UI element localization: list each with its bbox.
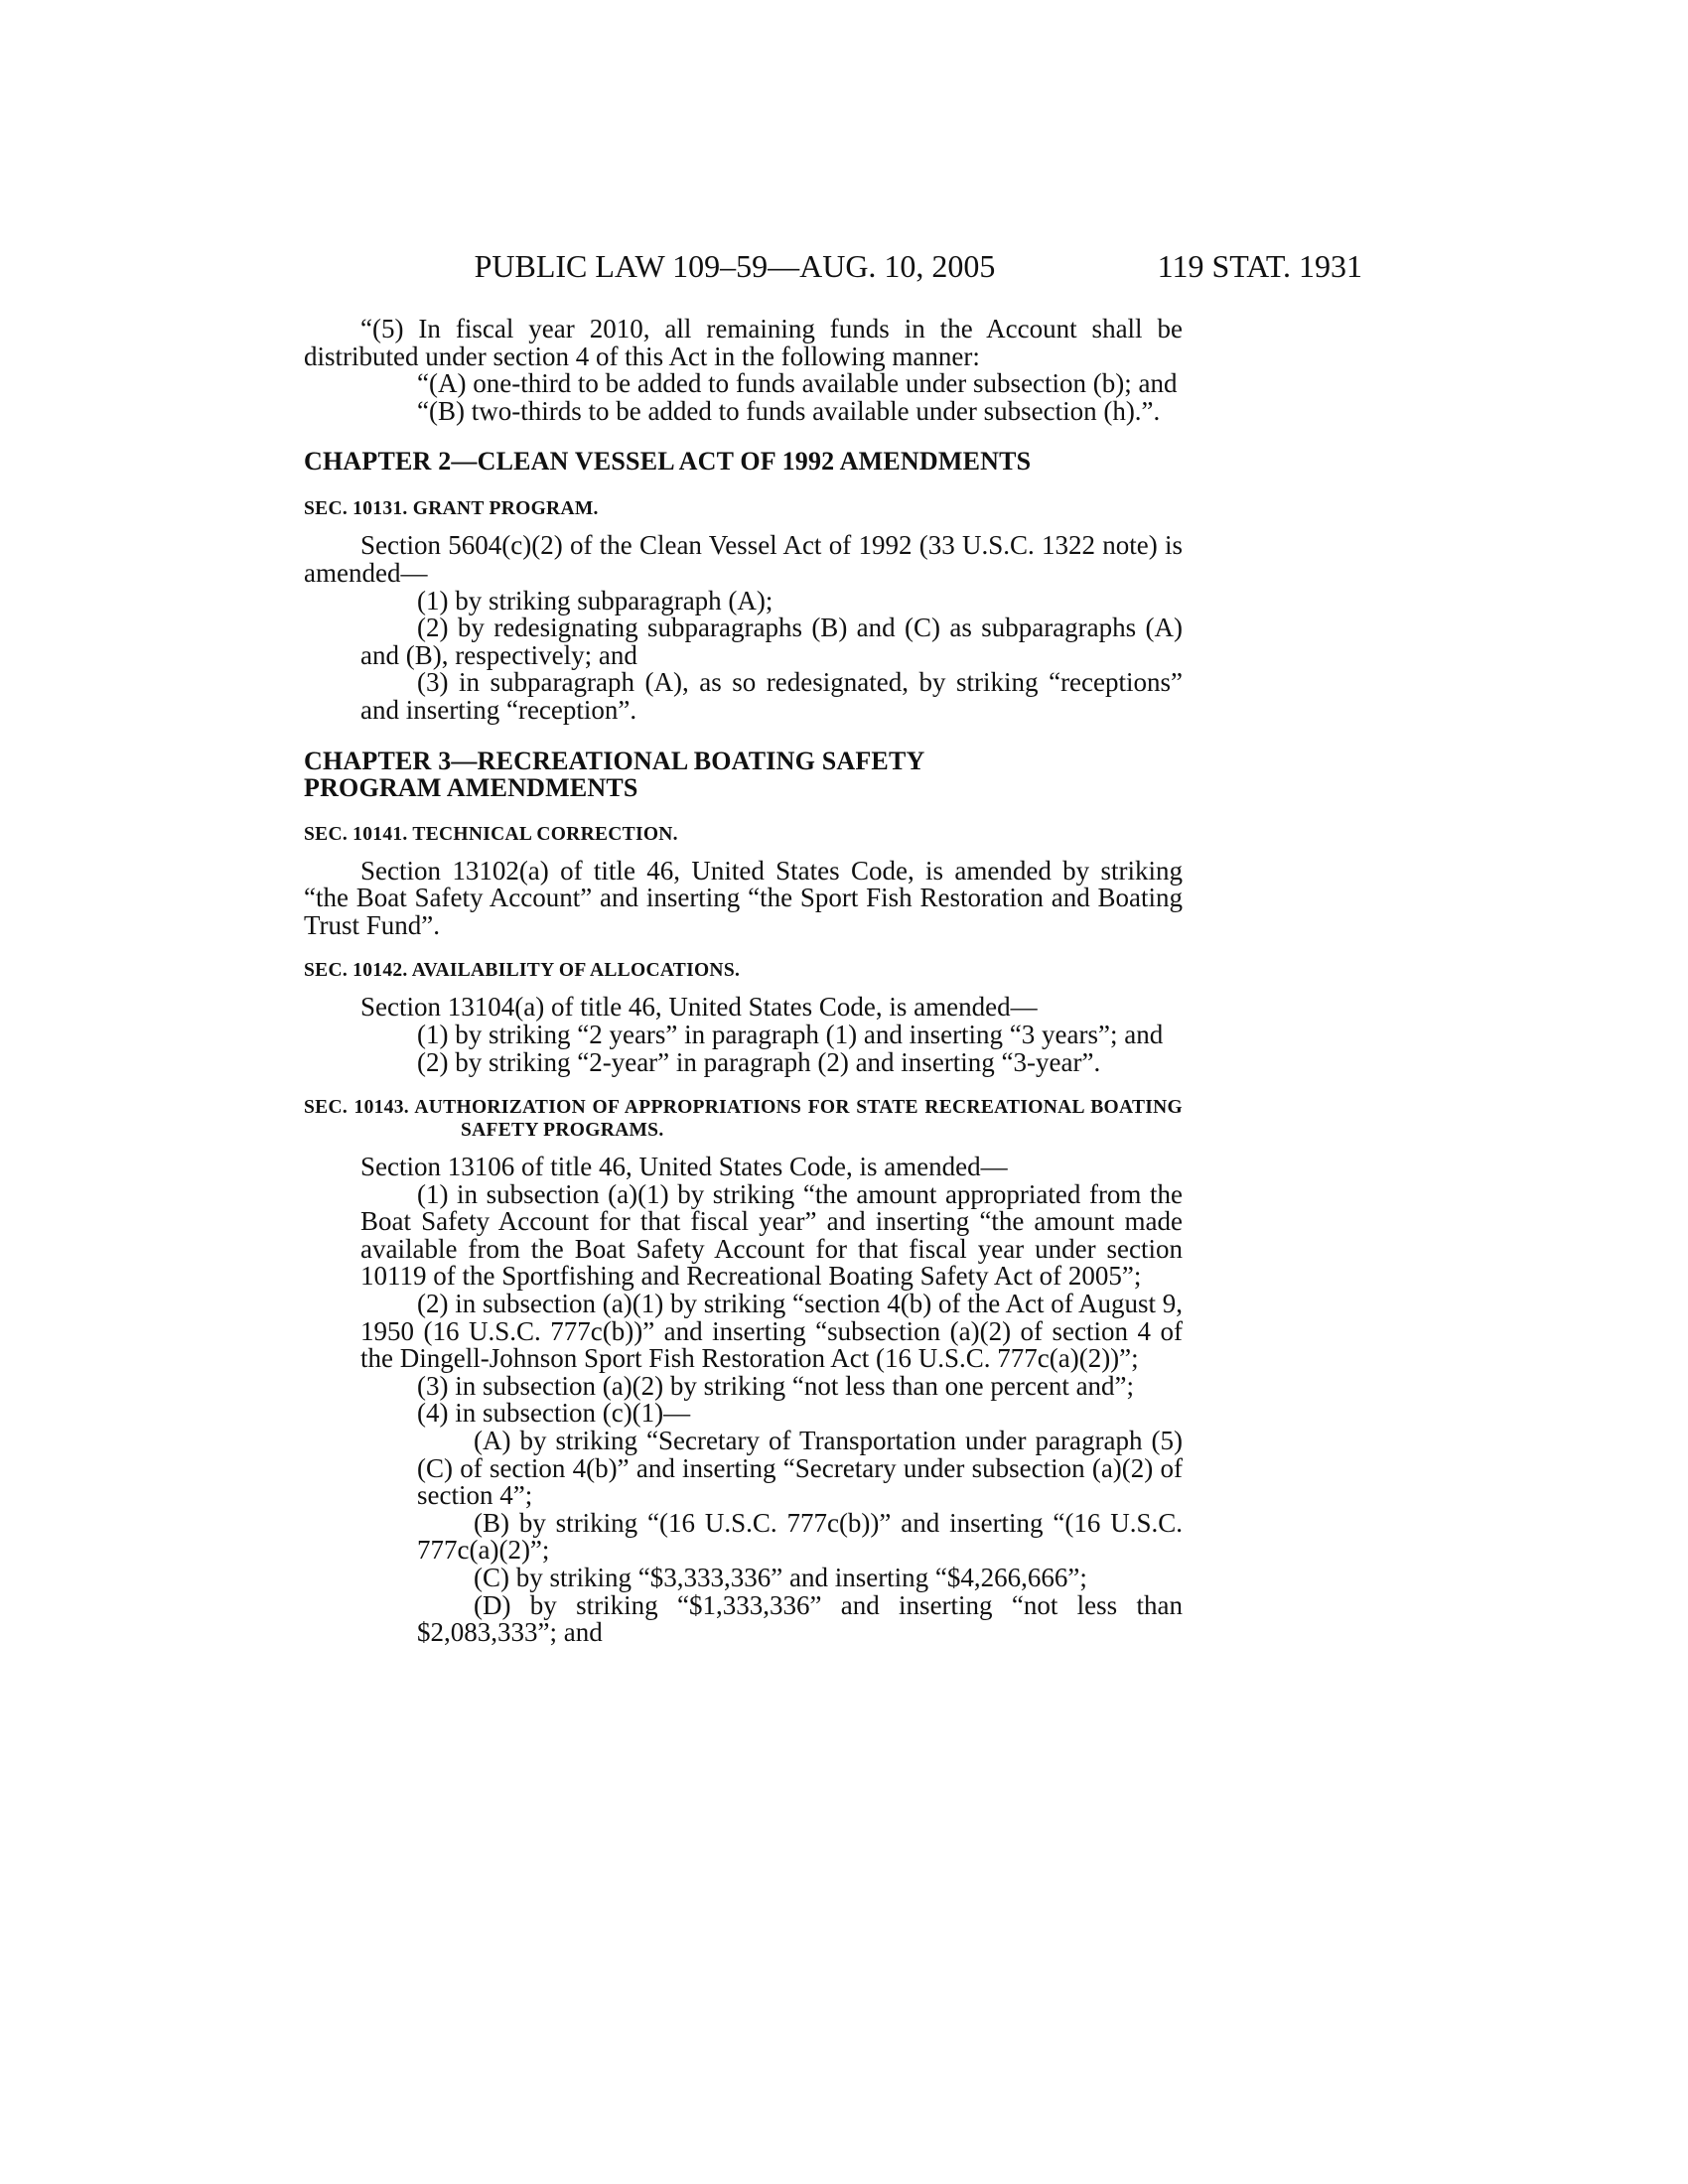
chapter-2-heading: CHAPTER 2—CLEAN VESSEL ACT OF 1992 AMENDMENTS	[304, 447, 1032, 477]
sec-10142-intro: Section 13104(a) of title 46, United States Code, is amended—	[360, 992, 1038, 1023]
sec-10143-item-4: (4) in subsection (c)(1)—	[417, 1398, 691, 1429]
sec-10142-heading: SEC. 10142. AVAILABILITY OF ALLOCATIONS.	[304, 960, 741, 982]
chapter-3-heading-line-1: CHAPTER 3—RECREATIONAL BOATING SAFETY	[304, 746, 925, 775]
sec-10131-item-3: (3) in subparagraph (A), as so redesignated, by striking “receptions” and inserting “reception”.	[360, 667, 1183, 725]
public-law-title: PUBLIC LAW 109–59—AUG. 10, 2005	[474, 248, 996, 284]
sec-10143-item-3: (3) in subsection (a)(2) by striking “not less than one percent and”;	[417, 1370, 1135, 1401]
subparagraph-a: “(A) one-third to be added to funds available under subsection (b); and	[417, 368, 1178, 399]
sec-10131-item-1: (1) by striking subparagraph (A);	[417, 585, 774, 615]
sec-10143-heading: SEC. 10143. AUTHORIZATION OF APPROPRIATIONS FOR STATE RECREATIONAL BOATING SAFETY PROGRAMS.	[304, 1097, 1183, 1142]
sec-10131-item-2: (2) by redesignating subparagraphs (B) and (C) as subparagraphs (A) and (B), respectively; and	[360, 613, 1183, 670]
sec-10143-item-4a: (A) by striking “Secretary of Transportation under paragraph (5)(C) of section 4(b)” and inserting “Secretary under subsection (a)(2) of section 4”;	[417, 1426, 1183, 1511]
sec-10142-item-1: (1) by striking “2 years” in paragraph (1) and inserting “3 years”; and	[417, 1019, 1164, 1049]
chapter-3-heading-line-2: PROGRAM AMENDMENTS	[304, 772, 638, 802]
sec-10131-heading: SEC. 10131. GRANT PROGRAM.	[304, 498, 599, 520]
running-header	[0, 246, 1688, 286]
sec-10143-item-4d: (D) by striking “$1,333,336” and inserting “not less than $2,083,333”; and	[417, 1589, 1183, 1648]
document-body	[304, 316, 1183, 1647]
sec-10143-item-4c: (C) by striking “$3,333,336” and inserting “$4,266,666”;	[474, 1563, 1087, 1592]
sec-10143-item-1: (1) in subsection (a)(1) by striking “the amount appropriated from the Boat Safety Account for that fiscal year” and inserting “the amount made available from the Boat Safety Account for that fiscal year under section 10119 of the Sportfishing and Recreational Boating Safety Act of 2005”;	[360, 1178, 1183, 1292]
subparagraph-b: “(B) two-thirds to be added to funds available under subsection (h).”.	[417, 395, 1161, 426]
sec-10141-text: Section 13102(a) of title 46, United States Code, is amended by striking “the Boat Safety Account” and inserting “the Sport Fish Restoration and Boating Trust Fund”.	[304, 855, 1183, 940]
sec-10143-item-4b: (B) by striking “(16 U.S.C. 777c(b))” and inserting “(16 U.S.C. 777c(a)(2)”;	[417, 1507, 1183, 1566]
sec-10142-item-2: (2) by striking “2-year” in paragraph (2) and inserting “3-year”.	[417, 1046, 1101, 1077]
paragraph-5: “(5) In fiscal year 2010, all remaining funds in the Account shall be distributed under section 4 of this Act in the following manner:	[304, 314, 1183, 371]
sec-10143-intro: Section 13106 of title 46, United States Code, is amended—	[360, 1152, 1008, 1182]
statute-page-number: 119 STAT. 1931	[1157, 248, 1362, 284]
sec-10131-intro: Section 5604(c)(2) of the Clean Vessel Act of 1992 (33 U.S.C. 1322 note) is amended—	[304, 530, 1183, 588]
sec-10143-item-2: (2) in subsection (a)(1) by striking “section 4(b) of the Act of August 9, 1950 (16 U.S.C. 777c(b))” and inserting “subsection (a)(2) of section 4 of the Dingell-Johnson Sport Fish Restoration Act (16 U.S.C. 777c(a)(2))”;	[360, 1289, 1183, 1374]
sec-10141-heading: SEC. 10141. TECHNICAL CORRECTION.	[304, 823, 678, 845]
